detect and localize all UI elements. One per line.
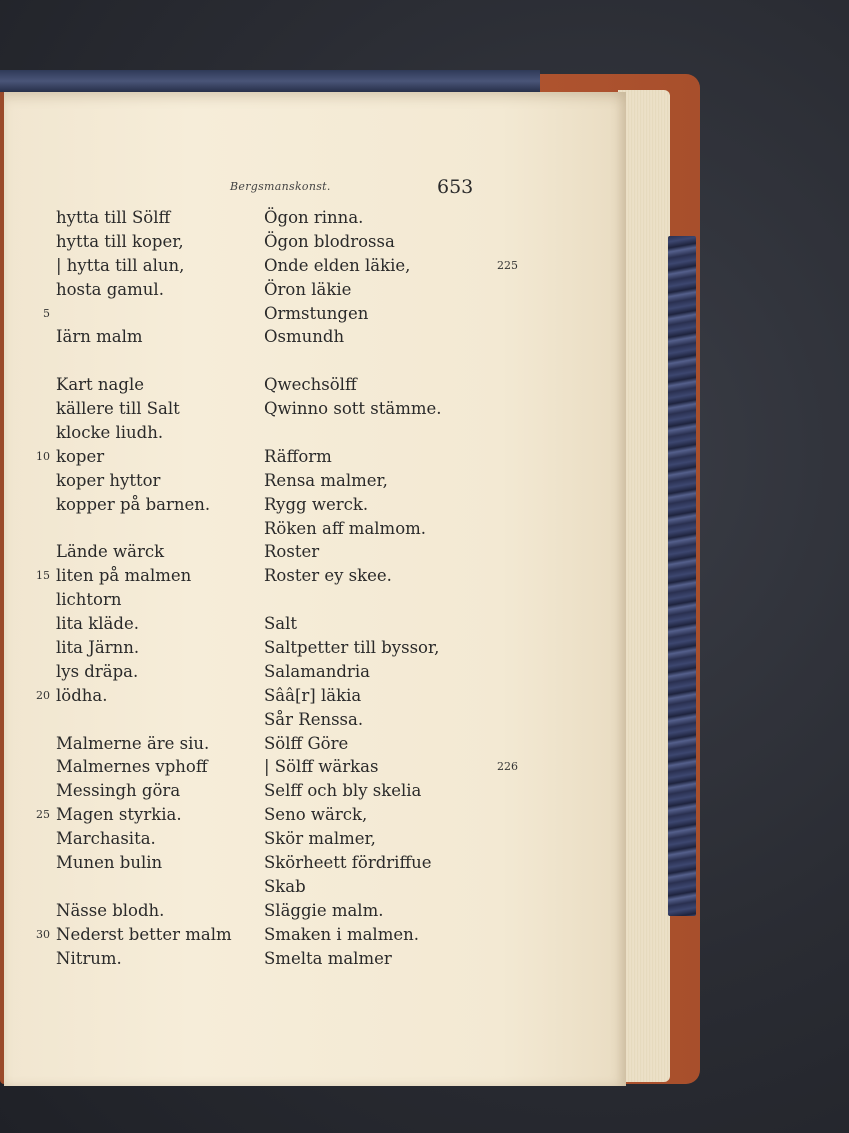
margin-number: 226 [497, 760, 518, 774]
text-line [264, 325, 504, 349]
line-text: Munen bulin [56, 853, 163, 873]
line-number: 10 [36, 449, 50, 463]
line-number: 20 [36, 688, 50, 702]
text-line [56, 421, 256, 445]
line-text: Messingh göra [56, 781, 181, 801]
line-text: Skör malmer, [264, 829, 376, 849]
line-text: Roster ey skee. [264, 566, 392, 586]
text-line [56, 779, 256, 803]
line-text: lödha. [56, 685, 108, 705]
text-line [56, 755, 256, 779]
line-text: källere till Salt [56, 399, 180, 419]
text-line [264, 827, 504, 851]
text-line [36, 923, 256, 947]
line-text: Salamandria [264, 661, 370, 681]
line-text: Osmundh [264, 327, 345, 347]
text-line [264, 469, 504, 493]
text-line [264, 302, 504, 326]
line-text: Saltpetter till byssor, [264, 638, 440, 658]
text-line [56, 708, 256, 732]
line-text: koper [56, 446, 105, 466]
line-text: lita kläde. [56, 614, 139, 634]
text-line [264, 493, 504, 517]
line-text: | Sölff wärkas [264, 757, 379, 777]
line-text: Lände wärck [56, 542, 165, 562]
text-line [264, 349, 504, 373]
line-text: Nederst better malm [56, 924, 232, 944]
line-number: 30 [36, 927, 50, 941]
text-line [56, 588, 256, 612]
text-line [56, 373, 256, 397]
text-line [56, 397, 256, 421]
line-text: Ormstungen [264, 303, 369, 323]
text-line [264, 779, 504, 803]
line-text: Sår Renssa. [264, 709, 364, 729]
text-line [264, 540, 504, 564]
text-line [264, 660, 504, 684]
text-line [36, 684, 256, 708]
left-column [36, 206, 256, 971]
text-line [56, 469, 256, 493]
line-text: Selff och bly skelia [264, 781, 422, 801]
text-line [264, 803, 504, 827]
book-cover-top-edge [0, 70, 540, 92]
text-line [264, 373, 504, 397]
line-text: hosta gamul. [56, 279, 164, 299]
line-text: Rygg werck. [264, 494, 369, 514]
text-line [56, 206, 256, 230]
text-line [56, 612, 256, 636]
text-line [264, 851, 504, 875]
text-line [36, 564, 256, 588]
text-line [264, 397, 504, 421]
text-line [264, 445, 504, 469]
text-line [56, 732, 256, 756]
text-line [43, 302, 256, 326]
line-number: 5 [43, 306, 50, 320]
text-line [56, 636, 256, 660]
text-line [264, 732, 504, 756]
text-line [264, 517, 504, 541]
margin-number: 225 [497, 258, 518, 272]
text-line [264, 564, 504, 588]
text-line [264, 755, 518, 779]
text-line [36, 803, 256, 827]
text-line [264, 947, 504, 971]
line-text: lichtorn [56, 590, 122, 610]
line-text: Skörheett fördriffue [264, 853, 432, 873]
text-line [264, 636, 504, 660]
text-line [56, 899, 256, 923]
text-line [264, 923, 504, 947]
line-text: Nitrum. [56, 948, 122, 968]
text-line [56, 349, 256, 373]
line-text: Sââ[r] läkia [264, 685, 362, 705]
text-line [264, 612, 504, 636]
line-text: Ögon rinna. [264, 208, 364, 227]
text-line [264, 254, 518, 278]
line-text: Malmernes vphoff [56, 757, 208, 777]
line-text: Marchasita. [56, 829, 156, 849]
text-line [56, 278, 256, 302]
text-line [264, 206, 504, 230]
text-line [264, 708, 504, 732]
text-line [56, 947, 256, 971]
line-text: Smaken i malmen. [264, 924, 419, 944]
marbled-spine [668, 236, 696, 916]
line-text: Seno wärck, [264, 805, 368, 825]
text-line [56, 660, 256, 684]
line-number: 25 [36, 808, 50, 822]
line-text: Smelta malmer [264, 948, 392, 968]
line-text: Skab [264, 876, 306, 896]
line-text: Öron läkie [264, 279, 352, 299]
text-line [56, 827, 256, 851]
line-text: Qwinno sott stämme. [264, 399, 442, 419]
line-text: liten på malmen [56, 566, 192, 586]
line-text: Släggie malm. [264, 900, 384, 920]
text-line [56, 851, 256, 875]
line-text: kopper på barnen. [56, 494, 211, 514]
line-number: 15 [36, 569, 50, 583]
right-column [264, 206, 518, 971]
text-line [264, 230, 504, 254]
text-line [56, 325, 256, 349]
text-line [56, 230, 256, 254]
line-text: Röken aff malmom. [264, 518, 427, 538]
line-text: Qwechsölff [264, 375, 357, 395]
line-text: Ögon blodrossa [264, 231, 395, 251]
page-header [0, 176, 849, 204]
text-line [56, 493, 256, 517]
line-text: Iärn malm [56, 327, 143, 347]
line-text: koper hyttor [56, 470, 161, 490]
line-text: Nässe blodh. [56, 900, 165, 920]
text-line [264, 899, 504, 923]
text-line [56, 517, 256, 541]
line-text: lita Järnn. [56, 638, 140, 658]
line-text: Rensa malmer, [264, 470, 388, 490]
text-line [264, 588, 504, 612]
line-text: hytta till koper, [56, 231, 184, 251]
line-text: Magen styrkia. [56, 805, 182, 825]
line-text: hytta till Sölff [56, 208, 171, 227]
line-text: klocke liudh. [56, 423, 164, 443]
text-line [56, 254, 256, 278]
text-line [264, 421, 504, 445]
line-text: lys dräpa. [56, 661, 139, 681]
text-line [56, 875, 256, 899]
page-number: 653 [437, 176, 474, 198]
line-text: | hytta till alun, [56, 255, 185, 275]
text-line [264, 278, 504, 302]
running-head: Bergsmanskonst. [230, 180, 331, 193]
line-text: Salt [264, 614, 298, 634]
text-line [264, 684, 504, 708]
line-text: Onde elden läkie, [264, 255, 411, 275]
text-line [264, 875, 504, 899]
line-text: Räfform [264, 446, 332, 466]
line-text: Malmerne äre siu. [56, 733, 210, 753]
text-line [36, 445, 256, 469]
line-text: Sölff Göre [264, 733, 349, 753]
line-text: Roster [264, 542, 320, 562]
line-text: Kart nagle [56, 375, 144, 395]
text-line [56, 540, 256, 564]
